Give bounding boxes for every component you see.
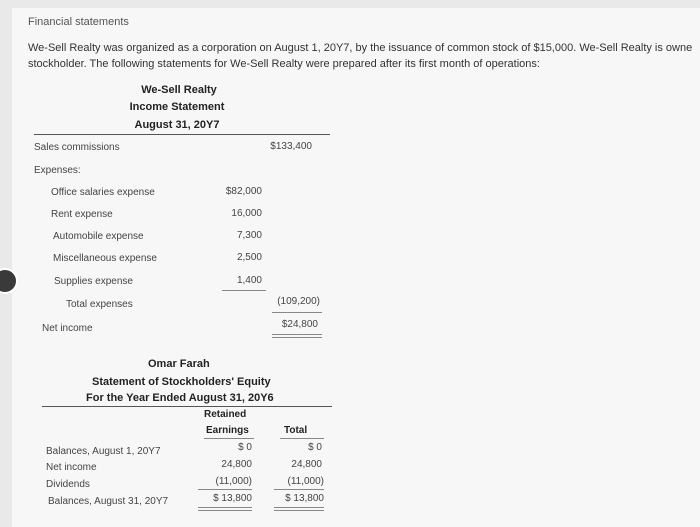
expense-value-rent: 16,000 bbox=[231, 208, 262, 219]
equity-row-total-net-income: 24,800 bbox=[291, 459, 322, 470]
expense-value-office-salaries: $82,000 bbox=[225, 186, 262, 197]
equity-retained-subtotal-rule bbox=[198, 489, 252, 490]
expense-label-miscellaneous: Miscellaneous expense bbox=[53, 253, 157, 264]
page-title: Financial statements bbox=[28, 16, 129, 28]
expense-value-supplies: 1,400 bbox=[236, 275, 262, 286]
equity-row-retained-net-income: 24,800 bbox=[221, 459, 252, 470]
equity-total-final-rule-2 bbox=[274, 510, 324, 511]
expense-label-supplies: Supplies expense bbox=[54, 276, 133, 287]
expense-value-miscellaneous: 2,500 bbox=[236, 252, 262, 263]
equity-row-total-dividends: (11,000) bbox=[287, 476, 324, 487]
equity-company-name: Omar Farah bbox=[148, 358, 210, 370]
expenses-subtotal-rule bbox=[222, 290, 266, 291]
equity-row-total-end: $ 13,800 bbox=[285, 493, 324, 504]
net-income-rule-1 bbox=[272, 334, 322, 335]
col-total-rule bbox=[280, 438, 324, 439]
equity-row-retained-begin: $ 0 bbox=[238, 442, 252, 453]
equity-retained-final-rule-2 bbox=[198, 510, 252, 511]
net-income-label: Net income bbox=[42, 323, 93, 334]
equity-header-rule bbox=[42, 406, 332, 407]
total-expenses-rule bbox=[272, 312, 322, 313]
intro-line-2: stockholder. The following statements for We-Sell Realty were prepared after its first month of operations: bbox=[28, 58, 540, 70]
total-expenses-value: (109,200) bbox=[277, 296, 320, 307]
equity-row-retained-dividends: (11,000) bbox=[215, 476, 252, 487]
income-company-name: We-Sell Realty bbox=[141, 84, 217, 96]
intro-line-1: We-Sell Realty was organized as a corporation on August 1, 20Y7, by the issuance of common stock of $15,000. We-Sell Realty is owne bbox=[28, 42, 693, 54]
col-retained-rule bbox=[204, 438, 254, 439]
income-statement-date: August 31, 20Y7 bbox=[134, 119, 220, 131]
equity-row-retained-end: $ 13,800 bbox=[213, 493, 252, 504]
equity-retained-final-rule-1 bbox=[198, 507, 252, 508]
col-total: Total bbox=[284, 425, 308, 436]
equity-row-label-begin: Balances, August 1, 20Y7 bbox=[46, 446, 161, 457]
equity-row-label-net-income: Net income bbox=[46, 462, 97, 473]
col-retained-line1: Retained bbox=[204, 409, 247, 420]
expense-label-office-salaries: Office salaries expense bbox=[51, 187, 155, 198]
net-income-value: $24,800 bbox=[281, 319, 318, 330]
expenses-label: Expenses: bbox=[34, 165, 81, 176]
equity-row-label-dividends: Dividends bbox=[46, 479, 90, 490]
statement-page bbox=[12, 8, 700, 527]
equity-statement-title: Statement of Stockholders' Equity bbox=[92, 376, 271, 388]
expense-label-automobile: Automobile expense bbox=[53, 231, 144, 242]
equity-total-subtotal-rule bbox=[274, 489, 324, 490]
equity-total-final-rule-1 bbox=[274, 507, 324, 508]
equity-statement-period: For the Year Ended August 31, 20Y6 bbox=[86, 392, 274, 404]
sales-value: $133,400 bbox=[270, 141, 312, 152]
expense-value-automobile: 7,300 bbox=[236, 230, 262, 241]
equity-row-label-end: Balances, August 31, 20Y7 bbox=[48, 496, 169, 507]
col-retained-line2: Earnings bbox=[206, 425, 249, 436]
net-income-rule-2 bbox=[272, 337, 322, 338]
sales-label: Sales commissions bbox=[34, 142, 120, 153]
header-rule bbox=[34, 134, 330, 135]
income-statement-title: Income Statement bbox=[129, 101, 225, 113]
equity-row-total-begin: $ 0 bbox=[308, 442, 322, 453]
total-expenses-label: Total expenses bbox=[66, 299, 133, 310]
expense-label-rent: Rent expense bbox=[51, 209, 113, 220]
